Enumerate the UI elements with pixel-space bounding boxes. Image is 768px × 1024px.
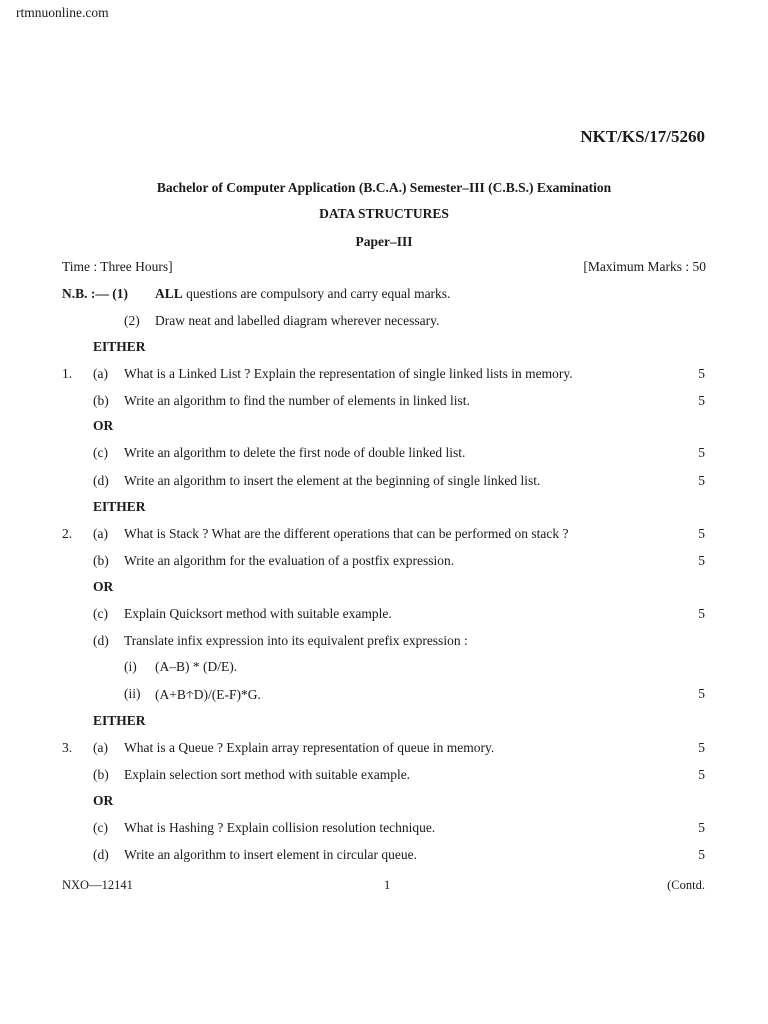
question-2d-ii xyxy=(0,686,768,706)
instruction-2-number: (2) xyxy=(124,313,140,328)
question-2a xyxy=(0,526,768,546)
either-heading: EITHER xyxy=(93,499,146,514)
question-1b xyxy=(0,393,768,413)
part-label: (c) xyxy=(93,606,108,621)
part-label: (d) xyxy=(93,473,109,488)
marks: 5 xyxy=(698,553,705,568)
question-text: Explain Quicksort method with suitable example. xyxy=(124,606,392,621)
nb-label: N.B. :— (1) xyxy=(62,286,128,301)
page-number: 1 xyxy=(384,878,391,892)
subpart-label: (ii) xyxy=(124,686,141,701)
question-text: Translate infix expression into its equivalent prefix expression : xyxy=(124,633,468,648)
instruction-2 xyxy=(0,313,768,333)
question-text: Write an algorithm for the evaluation of a postfix expression. xyxy=(124,553,455,568)
question-2d-i xyxy=(0,659,768,679)
instruction-2-text: Draw neat and labelled diagram wherever necessary. xyxy=(155,313,440,328)
marks: 5 xyxy=(698,606,705,621)
footer-code: NXO—12141 xyxy=(62,878,133,892)
instruction-1-text: ALL questions are compulsory and carry equal marks. xyxy=(155,286,451,301)
subpart-label: (i) xyxy=(124,659,137,674)
or-heading: OR xyxy=(93,418,114,433)
marks: 5 xyxy=(698,686,705,701)
question-1a xyxy=(0,366,768,386)
time-allowed: Time : Three Hours] xyxy=(62,259,173,274)
exam-title: Bachelor of Computer Application (B.C.A.) Semester–III (C.B.S.) Examination xyxy=(156,180,612,195)
marks: 5 xyxy=(698,740,705,755)
marks: 5 xyxy=(698,366,705,381)
watermark-text: rtmnuonline.com xyxy=(16,5,109,20)
question-2b xyxy=(0,553,768,573)
or-heading: OR xyxy=(93,793,114,808)
part-label: (c) xyxy=(93,445,108,460)
either-heading: EITHER xyxy=(93,339,146,354)
question-3b xyxy=(0,767,768,787)
marks: 5 xyxy=(698,767,705,782)
part-label: (a) xyxy=(93,526,108,541)
question-text: What is a Queue ? Explain array representation of queue in memory. xyxy=(124,740,495,755)
marks: 5 xyxy=(698,473,705,488)
question-text: Write an algorithm to insert the element at the beginning of single linked list. xyxy=(124,473,541,488)
question-text: Write an algorithm to delete the first node of double linked list. xyxy=(124,445,466,460)
marks: 5 xyxy=(698,526,705,541)
instruction-1 xyxy=(0,286,768,306)
question-3c xyxy=(0,820,768,840)
question-1c xyxy=(0,445,768,465)
part-label: (d) xyxy=(93,847,109,862)
part-label: (b) xyxy=(93,767,109,782)
paper-code: NKT/KS/17/5260 xyxy=(580,127,705,146)
question-number: 2. xyxy=(62,526,73,541)
maximum-marks: [Maximum Marks : 50 xyxy=(583,259,706,274)
subpart-text: (A–B) * (D/E). xyxy=(155,659,238,674)
question-text: Write an algorithm to insert element in circular queue. xyxy=(124,847,417,862)
part-label: (b) xyxy=(93,553,109,568)
question-2c xyxy=(0,606,768,626)
question-2d xyxy=(0,633,768,653)
question-text: Write an algorithm to find the number of elements in linked list. xyxy=(124,393,470,408)
question-number: 3. xyxy=(62,740,73,755)
or-heading: OR xyxy=(93,579,114,594)
part-label: (d) xyxy=(93,633,109,648)
marks: 5 xyxy=(698,393,705,408)
subpart-text: (A+B🡡D)/(E-F)*G. xyxy=(155,686,261,705)
question-text: What is Stack ? What are the different operations that can be performed on stack ? xyxy=(124,526,569,541)
part-label: (a) xyxy=(93,740,108,755)
subject-title: DATA STRUCTURES xyxy=(319,206,449,221)
part-label: (c) xyxy=(93,820,108,835)
part-label: (a) xyxy=(93,366,108,381)
continued-note: (Contd. xyxy=(667,878,705,892)
part-label: (b) xyxy=(93,393,109,408)
marks: 5 xyxy=(698,445,705,460)
either-heading: EITHER xyxy=(93,713,146,728)
question-3d xyxy=(0,847,768,867)
question-text: What is Hashing ? Explain collision resolution technique. xyxy=(124,820,436,835)
up-arrow-icon: 🡡 xyxy=(185,689,194,701)
marks: 5 xyxy=(698,847,705,862)
question-3a xyxy=(0,740,768,760)
marks: 5 xyxy=(698,820,705,835)
question-1d xyxy=(0,473,768,493)
question-number: 1. xyxy=(62,366,73,381)
question-text: Explain selection sort method with suitable example. xyxy=(124,767,411,782)
paper-number: Paper–III xyxy=(355,234,413,249)
question-text: What is a Linked List ? Explain the representation of single linked lists in memory. xyxy=(124,366,573,381)
